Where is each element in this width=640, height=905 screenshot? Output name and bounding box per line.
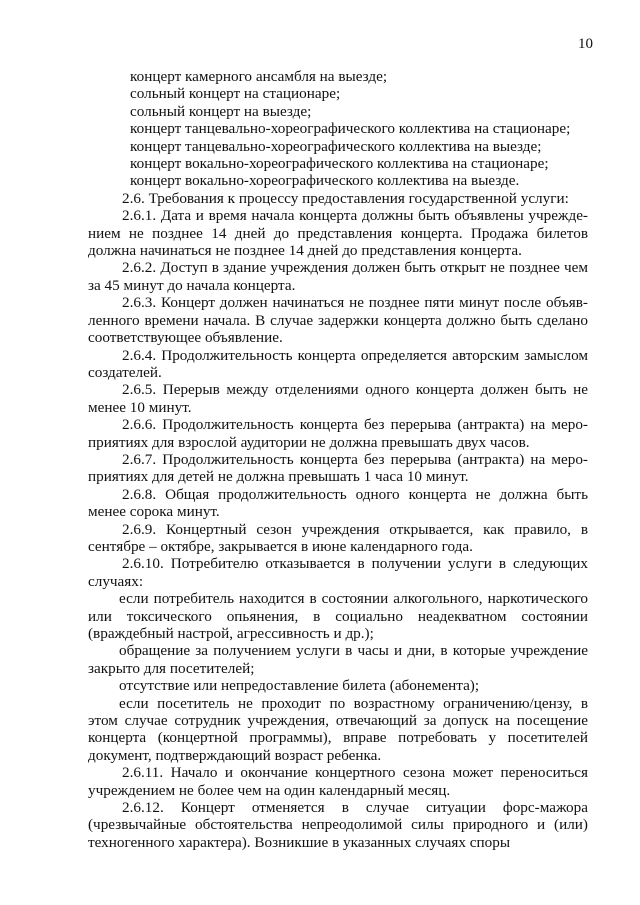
list-item: концерт танцевально-хореографического коллектива на стационаре;: [130, 120, 571, 138]
paragraph: 2.6.11. Начало и окончание концертного сезона может переноситься учреждением не более чем на один календарный месяц.: [88, 764, 588, 799]
list-item: сольный концерт на выезде;: [130, 102, 312, 120]
refusal-case: если посетитель не проходит по возрастному ограничению/цензу, в этом случае сотрудник учреждения, отвечающий за допуск на посещение концерта (концертной программы), вправе потребовать у посетителей документ, подтверждающий возраст ребенка.: [88, 694, 588, 764]
refusal-case: если потребитель находится в состоянии алкогольного, наркотического или токсического опьянения, в социально неадекватном состоянии (враждебный настрой, агрессивность и др.);: [88, 590, 588, 642]
paragraph: 2.6.7. Продолжительность концерта без перерыва (антракта) на меро-приятиях для детей не должна превышать 1 часа 10 минут.: [88, 450, 588, 486]
paragraph: 2.6.10. Потребителю отказывается в получении услуги в следующих случаях:: [88, 555, 588, 590]
paragraph: 2.6.6. Продолжительность концерта без перерыва (антракта) на меро-приятиях для взрослой аудитории не должна превышать двух часов.: [88, 416, 588, 451]
refusal-case: отсутствие или непредоставление билета (абонемента);: [119, 677, 480, 695]
page-number: 10: [578, 36, 593, 52]
paragraph: 2.6.1. Дата и время начала концерта должны быть объявлены учрежде-нием не позднее 14 дней до представления концерта. Продажа билетов должна начинаться не позднее 14 дней до представления концерта.: [88, 207, 588, 260]
paragraph: 2.6.3. Концерт должен начинаться не позднее пяти минут после объяв-ленного времени начала. В случае задержки концерта должно быть сделано соответствующее объявление.: [88, 294, 588, 347]
paragraph: 2.6.8. Общая продолжительность одного концерта не должна быть менее сорока минут.: [88, 485, 588, 521]
paragraph: 2.6.5. Перерыв между отделениями одного концерта должен быть не менее 10 минут.: [88, 381, 588, 416]
list-item: концерт вокально-хореографического коллектива на выезде.: [130, 172, 520, 190]
list-item: концерт камерного ансамбля на выезде;: [130, 68, 388, 85]
list-item: сольный концерт на стационаре;: [130, 85, 341, 103]
paragraph: 2.6.12. Концерт отменяется в случае ситуации форс-мажора (чрезвычайные обстоятельства непреодолимой силы природного и (или) техногенного характера). Возникшие в указанных случаях споры: [88, 799, 588, 851]
paragraph: 2.6.2. Доступ в здание учреждения должен быть открыт не позднее чем за 45 минут до начала концерта.: [88, 259, 588, 294]
document-body: [88, 68, 588, 851]
list-item: концерт вокально-хореографического коллектива на стационаре;: [130, 155, 549, 173]
section-heading: 2.6. Требования к процессу предоставления государственной услуги:: [122, 189, 569, 207]
paragraph: 2.6.9. Концертный сезон учреждения открывается, как правило, в сентябре – октябре, закрывается в июне календарного года.: [88, 520, 588, 555]
paragraph: 2.6.4. Продолжительность концерта определяется авторским замыслом создателей.: [88, 346, 588, 381]
list-item: концерт танцевально-хореографического коллектива на выезде;: [130, 137, 542, 155]
refusal-case: обращение за получением услуги в часы и дни, в которые учреждение закрыто для посетителей;: [88, 642, 588, 677]
